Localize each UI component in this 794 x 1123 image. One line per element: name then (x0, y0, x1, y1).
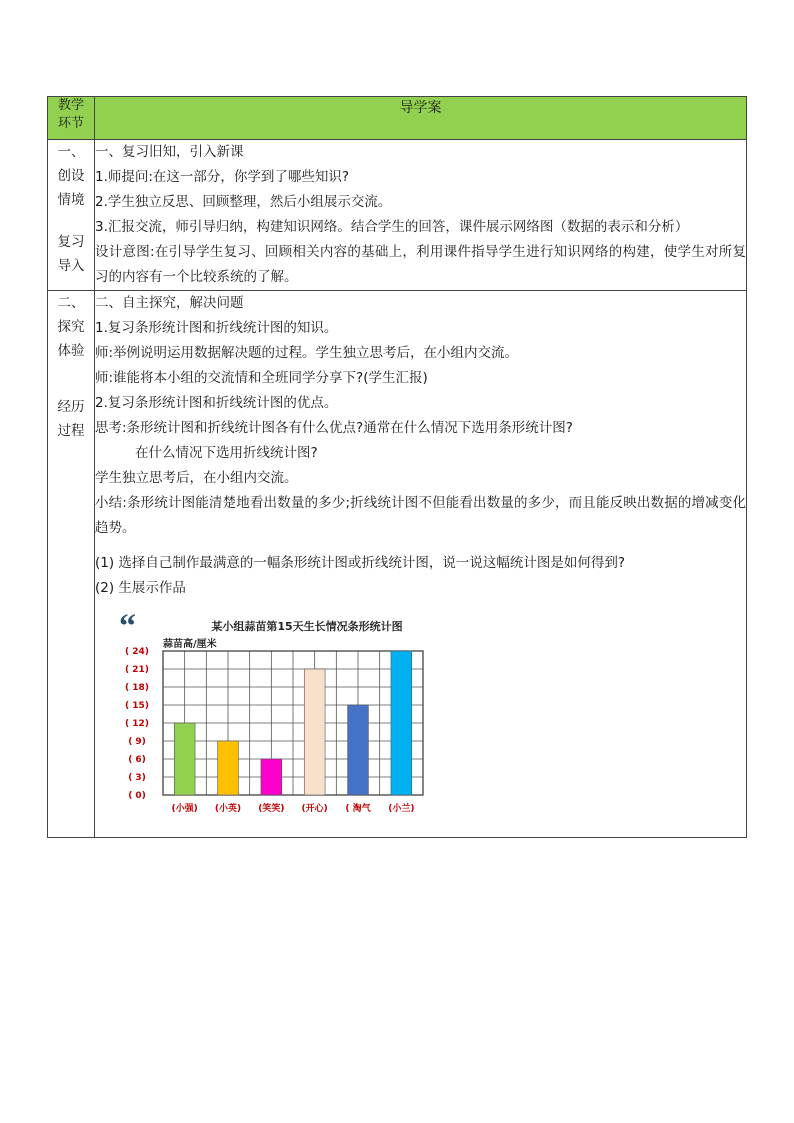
section-2-label-line: 二、 (57, 295, 85, 311)
section-1-content (95, 140, 747, 291)
header-stage-line-2: 环节 (57, 116, 84, 131)
section-2-label-line: 探究 (57, 319, 85, 335)
section-2-paragraph: 师:举例说明运用数据解决题的过程。学生独立思考后，在小组内交流。 (95, 345, 519, 361)
section-2-heading: 二、自主探究，解决问题 (95, 295, 244, 311)
section-row-2 (48, 291, 747, 838)
section-2-paragraph: 师:谁能将本小组的交流情和全班同学分享下?(学生汇报) (95, 370, 428, 386)
bar (391, 651, 412, 795)
x-tick-label: (小英) (214, 804, 242, 814)
bar (218, 741, 239, 795)
section-1-paragraph: 3.汇报交流，师引导归纳，构建知识网络。结合学生的回答，课件展示网络图（数据的表示和分析） (95, 219, 689, 235)
y-axis-label: 蒜苗高/厘米 (163, 639, 217, 650)
y-tick-label: ( 0) (128, 791, 146, 801)
x-tick-label: (小强) (171, 804, 198, 814)
y-tick-label: ( 12) (125, 719, 149, 729)
section-1-paragraph: 1.师提问:在这一部分，你学到了哪些知识? (95, 169, 350, 185)
section-2-content (95, 291, 747, 838)
bar-chart (115, 607, 455, 837)
section-1-label-line: 一、 (57, 144, 85, 160)
y-tick-label: ( 18) (125, 683, 149, 693)
section-2-label-line: 经历 (57, 399, 85, 415)
section-2-paragraph: 思考:条形统计图和折线统计图各有什么优点?通常在什么情况下选用条形统计图? (95, 420, 573, 436)
section-2-task-1: (1) 选择自己制作最满意的一幅条形统计图或折线统计图，说一说这幅统计图是如何得到? (95, 555, 626, 571)
section-1-design-intent: 设计意图:在引导学生复习、回顾相关内容的基础上，利用课件指导学生进行知识网络的构建，使学生对所复习的内容有一个比较系统的了解。 (95, 244, 747, 285)
y-tick-label: ( 9) (128, 737, 146, 747)
bar (174, 723, 195, 795)
section-1-label-line: 复习 (57, 234, 85, 250)
y-tick-label: ( 6) (128, 755, 146, 765)
bar (304, 669, 325, 795)
y-tick-label: ( 24) (125, 647, 149, 657)
column-header-guide: 导学案 (95, 97, 747, 140)
chart-title: 某小组蒜苗第15天生长情况条形统计图 (211, 620, 403, 633)
x-tick-label: (小兰) (388, 804, 415, 814)
section-2-paragraph: 学生独立思考后，在小组内交流。 (95, 470, 298, 486)
section-2-task-2: (2) 生展示作品 (95, 580, 186, 596)
y-tick-label: ( 21) (125, 665, 149, 675)
bar-chart-figure (115, 607, 455, 837)
header-stage-line-1: 教学 (57, 98, 84, 113)
y-tick-label: ( 3) (128, 773, 146, 783)
section-2-label-line: 过程 (57, 423, 85, 439)
section-1-label-line: 情境 (57, 192, 85, 208)
lesson-plan-table (47, 96, 747, 838)
section-1-paragraph: 2.学生独立反思、回顾整理，然后小组展示交流。 (95, 194, 392, 210)
bar (348, 705, 369, 795)
bar (261, 759, 282, 795)
section-1-label-line: 创设 (57, 168, 85, 184)
section-2-label-line: 体验 (57, 343, 85, 359)
y-tick-label: ( 15) (125, 701, 149, 711)
section-2-paragraph: 2.复习条形统计图和折线统计图的优点。 (95, 395, 338, 411)
x-tick-label: (开心) (301, 804, 328, 814)
section-1-label-line: 导入 (57, 258, 85, 274)
header-row (48, 97, 747, 140)
quote-mark: “ (119, 608, 136, 645)
section-1-heading: 一、复习旧知，引入新课 (95, 144, 244, 160)
section-2-summary: 小结:条形统计图能清楚地看出数量的多少;折线统计图不但能看出数量的多少，而且能反映出数据的增减变化趋势。 (95, 495, 746, 536)
section-2-paragraph: 在什么情况下选用折线统计图? (135, 445, 318, 461)
x-tick-label: (笑笑) (258, 804, 285, 814)
section-row-1 (48, 140, 747, 291)
section-2-paragraph: 1.复习条形统计图和折线统计图的知识。 (95, 320, 338, 336)
x-tick-label: ( 淘气 (345, 804, 371, 814)
section-1-label (48, 140, 95, 291)
section-2-label (48, 291, 95, 838)
column-header-stage (48, 97, 95, 140)
